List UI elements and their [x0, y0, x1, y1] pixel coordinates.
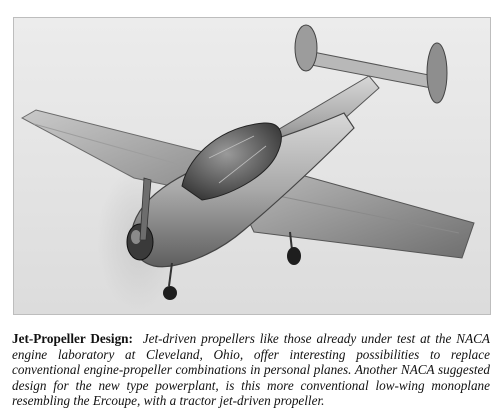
photo-caption	[12, 331, 490, 409]
spinner	[127, 224, 153, 260]
left-tail-fin	[295, 25, 317, 71]
caption-text: Jet-driven propellers like those already under test at the NACA engine laboratory at Cleveland, Ohio, offer interesting possibilities to replace conventional engine-propeller combinations in personal planes. Another NACA suggested design for the new type powerplant, is this more conventional low-wing monoplane resembling the Ercoupe, with a tractor jet-driven propeller.	[12, 331, 490, 409]
caption-title: Jet-Propeller Design:	[12, 331, 133, 347]
airplane-photo	[13, 17, 491, 315]
nose-wheel	[163, 286, 177, 300]
right-tail-fin	[427, 43, 447, 103]
airplane-illustration	[14, 18, 490, 314]
main-wheel	[287, 247, 301, 265]
